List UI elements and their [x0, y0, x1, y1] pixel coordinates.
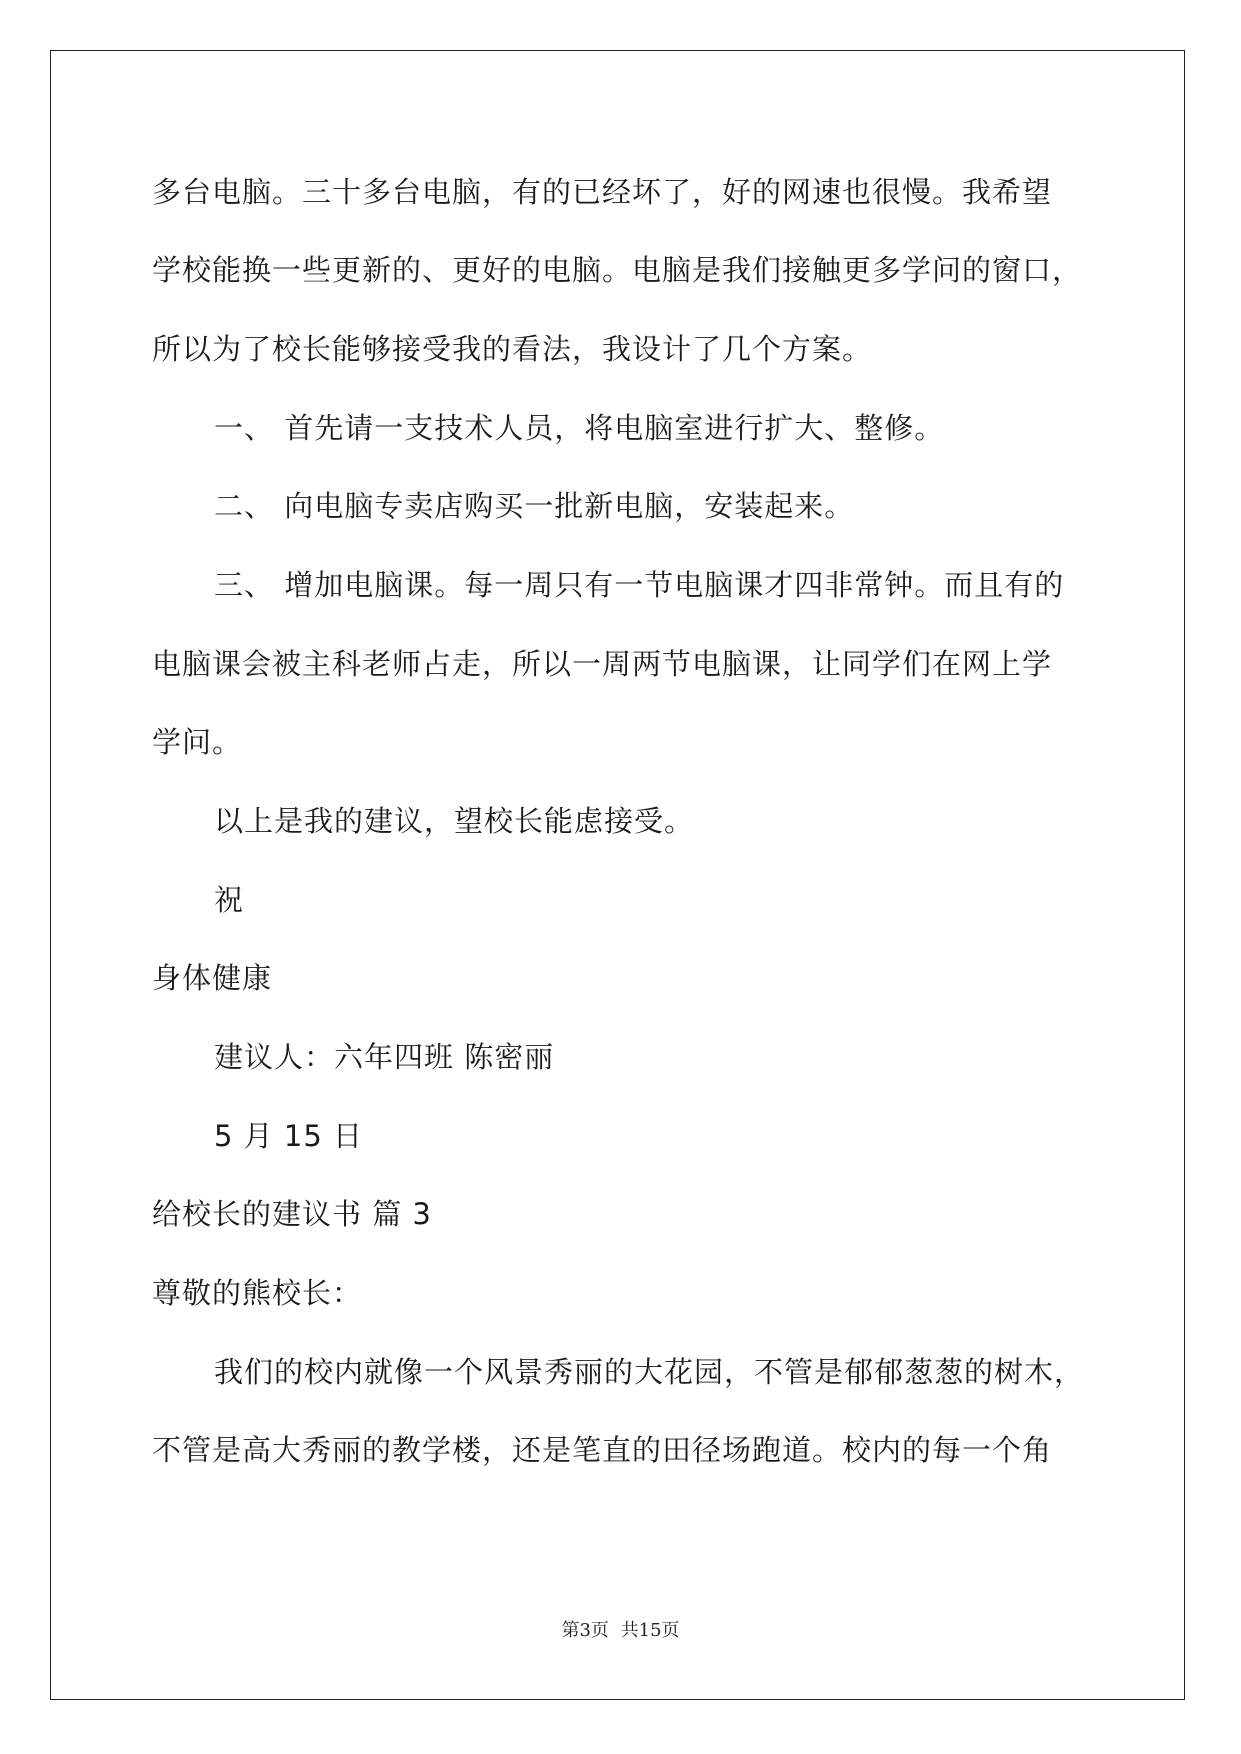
page-total: 共15页 [620, 1620, 680, 1641]
text-line: 不管是高大秀丽的教学楼，还是笔直的田径场跑道。校内的每一个角 [152, 1433, 1053, 1467]
text-line: 所以为了校长能够接受我的看法，我设计了几个方案。 [152, 332, 873, 366]
greeting: 尊敬的熊校长： [152, 1276, 363, 1310]
list-item: 二、 向电脑专卖店购买一批新电脑，安装起来。 [214, 489, 855, 523]
page-footer [0, 1616, 1241, 1642]
section-heading: 给校长的建议书 篇 3 [152, 1197, 432, 1231]
closing-salutation: 祝 [214, 883, 245, 917]
text-line: 学校能换一些更新的、更好的电脑。电脑是我们接触更多学问的窗口， [152, 253, 1083, 287]
signature: 建议人：六年四班 陈密丽 [214, 1040, 555, 1074]
text-line: 以上是我的建议，望校长能虑接受。 [214, 804, 695, 838]
date: 5 月 15 日 [214, 1119, 364, 1153]
list-item: 三、 增加电脑课。每一周只有一节电脑课才四非常钟。而且有的 [214, 568, 1065, 602]
text-line: 多台电脑。三十多台电脑，有的已经坏了，好的网速也很慢。我希望 [152, 175, 1053, 209]
page-number: 第3页 [561, 1620, 609, 1641]
text-line: 我们的校内就像一个风景秀丽的大花园，不管是郁郁葱葱的树木， [214, 1355, 1085, 1389]
list-item: 一、 首先请一支技术人员，将电脑室进行扩大、整修。 [214, 411, 945, 445]
closing-wish: 身体健康 [152, 961, 273, 995]
text-line: 电脑课会被主科老师占走，所以一周两节电脑课，让同学们在网上学 [152, 647, 1053, 681]
text-line: 学问。 [152, 725, 243, 759]
